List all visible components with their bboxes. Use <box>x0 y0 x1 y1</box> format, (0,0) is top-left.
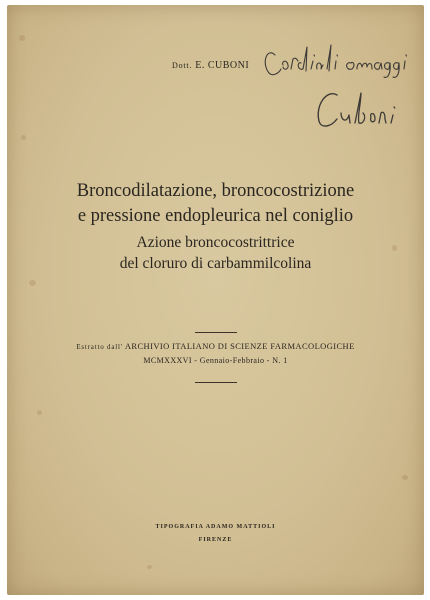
subtitle-line-1: Azione broncocostrittrice <box>136 234 295 251</box>
author-name: E. CUBONI <box>195 60 250 71</box>
title-line-2: e pressione endopleurica nel coniglio <box>77 206 354 226</box>
printer: TIPOGRAFIA ADAMO MATTIOLI <box>155 524 276 530</box>
paper-stain <box>147 565 152 569</box>
title-line-1: Broncodilatazione, broncocostrizione <box>76 181 355 201</box>
extract-journal: ARCHIVIO ITALIANO DI SCIENZE FARMACOLOGICHE <box>124 341 355 351</box>
paper-stain <box>402 475 408 480</box>
document-cover <box>7 5 424 595</box>
author <box>172 60 249 71</box>
author-prefix: Dott. <box>172 61 193 70</box>
extract-source <box>7 340 424 353</box>
city: FIRENZE <box>198 537 233 543</box>
paper-stain <box>21 135 26 140</box>
extract-prefix: Estratto dall' <box>76 343 123 351</box>
paper-stain <box>19 35 25 41</box>
divider-top <box>195 332 237 333</box>
handwritten-inscription <box>257 33 417 153</box>
paper-stain <box>29 280 36 286</box>
issue-info: MCMXXXVI - Gennaio-Febbraio - N. 1 <box>143 356 288 365</box>
paper-stain <box>37 410 42 415</box>
divider-bottom <box>195 382 237 383</box>
subtitle-line-2: del cloruro di carbammilcolina <box>119 255 312 272</box>
